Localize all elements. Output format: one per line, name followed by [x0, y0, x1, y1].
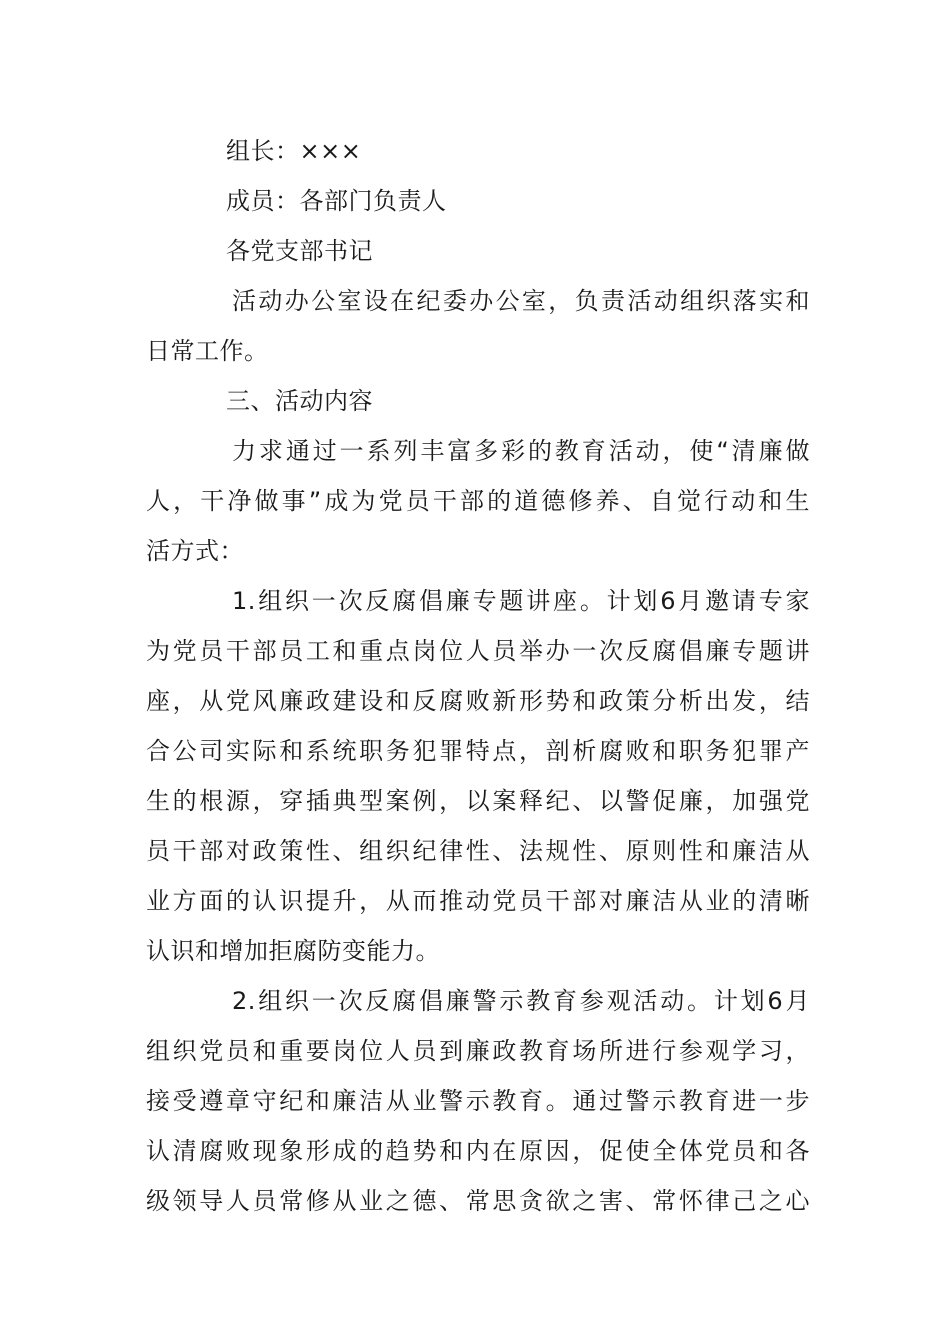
paragraph-line: 座，从党风廉政建设和反腐败新形势和政策分析出发，结	[146, 687, 810, 715]
paragraph-line: 接受遵章守纪和廉洁从业警示教育。通过警示教育进一步	[146, 1087, 810, 1115]
paragraph-line: 2.组织一次反腐倡廉警示教育参观活动。计划6月	[232, 987, 810, 1015]
paragraph-line: 认清腐败现象形成的趋势和内在原因，促使全体党员和各	[146, 1137, 810, 1165]
paragraph-line: 合公司实际和系统职务犯罪特点，剖析腐败和职务犯罪产	[146, 737, 810, 765]
paragraph-line: 组织党员和重要岗位人员到廉政教育场所进行参观学习，	[146, 1037, 810, 1065]
members-line: 成员：各部门负责人	[226, 187, 447, 215]
paragraph-line: 生的根源，穿插典型案例，以案释纪、以警促廉，加强党	[146, 787, 810, 815]
paragraph-line: 认识和增加拒腐防变能力。	[146, 937, 440, 965]
leader-line: 组长：×××	[226, 137, 362, 165]
paragraph-line: 员干部对政策性、组织纪律性、法规性、原则性和廉洁从	[146, 837, 810, 865]
paragraph-line: 级领导人员常修从业之德、常思贪欲之害、常怀律己之心	[146, 1187, 810, 1215]
section-heading: 三、活动内容	[226, 387, 373, 415]
paragraph-line: 日常工作。	[146, 337, 269, 365]
secretaries-line: 各党支部书记	[226, 237, 373, 265]
paragraph-line: 活方式：	[146, 537, 244, 565]
paragraph-line: 1.组织一次反腐倡廉专题讲座。计划6月邀请专家	[232, 587, 810, 615]
paragraph-line: 为党员干部员工和重点岗位人员举办一次反腐倡廉专题讲	[146, 637, 810, 665]
paragraph-line: 业方面的认识提升，从而推动党员干部对廉洁从业的清晰	[146, 887, 810, 915]
paragraph-line: 人，干净做事”成为党员干部的道德修养、自觉行动和生	[146, 487, 810, 515]
paragraph-line: 力求通过一系列丰富多彩的教育活动，使“清廉做	[232, 437, 810, 465]
paragraph-line: 活动办公室设在纪委办公室，负责活动组织落实和	[232, 287, 810, 315]
